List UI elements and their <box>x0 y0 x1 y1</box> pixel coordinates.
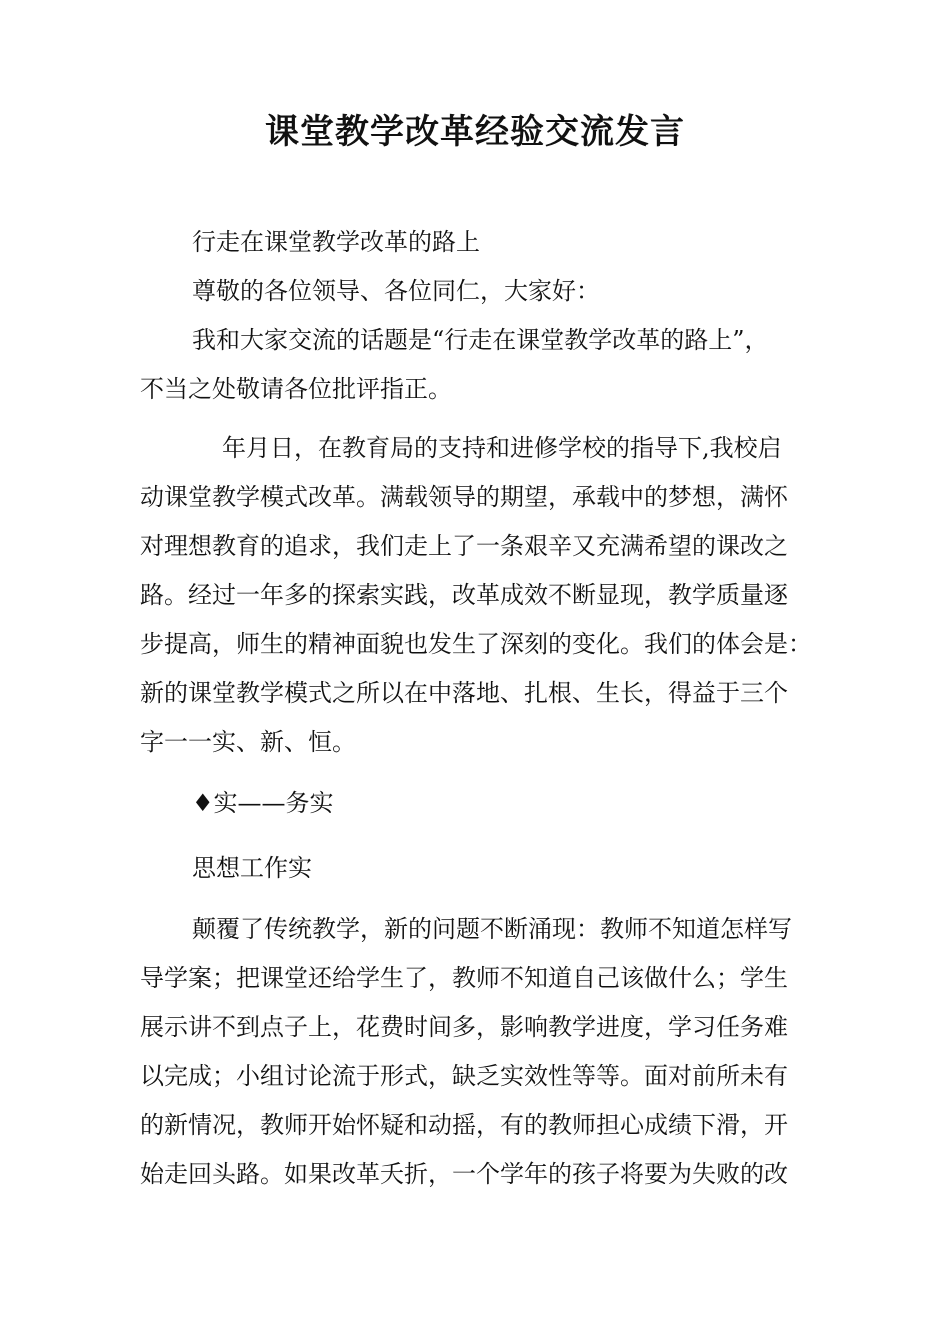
paragraph-line: 对理想教育的追求，我们走上了一条艰辛又充满希望的课改之 <box>140 532 788 560</box>
paragraph-line: 展示讲不到点子上，花费时间多，影响教学进度，学习任务难 <box>140 1013 788 1041</box>
paragraph-2 <box>140 905 850 1199</box>
paragraph-line: 我和大家交流的话题是“行走在课堂教学改革的路上”， <box>192 326 769 354</box>
paragraph-1 <box>140 424 850 767</box>
paragraph-line: 颠覆了传统教学，新的问题不断涌现：教师不知道怎样写 <box>192 915 792 943</box>
paragraph-line: 以完成；小组讨论流于形式，缺乏实效性等等。面对前所未有 <box>140 1062 788 1090</box>
paragraph-line: 新的课堂教学模式之所以在中落地、扎根、生长，得益于三个 <box>140 679 788 707</box>
greeting: 尊敬的各位领导、各位同仁，大家好： <box>192 277 600 305</box>
paragraph-line: 路。经过一年多的探索实践，改革成效不断显现，教学质量逐 <box>140 581 788 609</box>
paragraph-line: 动课堂教学模式改革。满载领导的期望，承载中的梦想，满怀 <box>140 483 788 511</box>
paragraph-line: 年月日，在教育局的支持和进修学校的指导下,我校启 <box>222 434 782 462</box>
paragraph-line: 导学案；把课堂还给学生了，教师不知道自己该做什么；学生 <box>140 964 788 992</box>
paragraph-line: 的新情况，教师开始怀疑和动摇，有的教师担心成绩下滑，开 <box>140 1111 788 1139</box>
paragraph-line: 步提高，师生的精神面貌也发生了深刻的变化。我们的体会是： <box>140 630 812 658</box>
document-title: 课堂教学改革经验交流发言 <box>265 112 685 152</box>
paragraph-line: 字一一实、新、恒。 <box>140 728 356 756</box>
intro-paragraph <box>140 316 850 414</box>
subtitle: 行走在课堂教学改革的路上 <box>192 228 480 256</box>
subsection-heading: 思想工作实 <box>192 854 312 882</box>
paragraph-line: 始走回头路。如果改革夭折，一个学年的孩子将要为失败的改 <box>140 1160 788 1188</box>
section-heading: ♦实——务实 <box>192 789 334 817</box>
document-body <box>140 218 850 1199</box>
paragraph-line: 不当之处敬请各位批评指正。 <box>140 375 452 403</box>
